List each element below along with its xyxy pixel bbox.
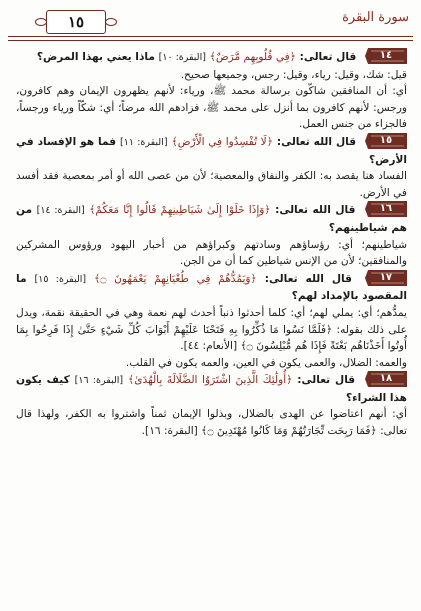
page-number: ١٥ [46, 10, 106, 34]
question-number-badge: ١٤ [365, 48, 407, 64]
question-18 [16, 371, 407, 406]
question-text: كيف يكون هذا الشراء؟ [16, 374, 407, 404]
ayah-reference: [البقرة: ١٦] [74, 375, 124, 387]
question-lead: قال الله تعالى: [275, 204, 356, 217]
ayah-reference: [البقرة: ١٠] [158, 52, 206, 63]
answer-paragraph: يمدُّهم؛ أي: يملي لهم؛ أي: كلما أحدثوا ذنباً أحدث لهم نعمة وهي في الحقيقة نقمة، ويدل على ذلك بقوله: ﴿فَلَمَّا نَسُوا مَا ذُكِّرُوا بِهِ فَتَحْنَا عَلَيْهِمْ أَبْوَابَ كُلِّ شَيْءٍ حَتَّىٰ إِذَا فَرِحُوا بِمَا أُوتُوا أَخَذْنَاهُم بَغْتَةً فَإِذَا هُم مُّبْلِسُونَ ۝﴾ [الأنعام: ٤٤]. [16, 306, 407, 353]
question-lead: قال تعالى: [299, 51, 357, 63]
page-header [8, 6, 413, 40]
question-14 [16, 48, 407, 67]
question-text: فما هو الإفساد في الأرض؟ [16, 135, 407, 166]
ayah-text: ﴿وَإِذَا خَلَوْا إِلَىٰ شَيَاطِينِهِمْ قَالُوا إِنَّا مَعَكُمْ﴾ [89, 204, 271, 217]
answer-paragraph: أي: أنهم اعتاضوا عن الهدى بالضلال، وبذلوا الإيمان ثمناً واشتروا به الكفر، ولهذا قال تعالى: ﴿فَمَا رَبِحَت تِّجَارَتُهُمْ وَمَا كَانُوا مُهْتَدِينَ ۝﴾ [البقرة: ١٦]. [16, 408, 407, 438]
question-17 [16, 270, 407, 305]
question-16 [16, 201, 407, 236]
answer-paragraph: قيل: شك، وقيل: رياء، وقيل: رجس، وجميعها صحيح. [180, 68, 407, 81]
ayah-text: ﴿وَيَمُدُّهُمْ فِي طُغْيَانِهِمْ يَعْمَهُونَ ۝﴾ [94, 272, 257, 285]
question-lead: قال الله تعالى: [276, 135, 357, 148]
answer-paragraph: والعمه: الضلال، والعمى يكون في العين، والعمه يكون في القلب. [125, 356, 407, 369]
ayah-text: ﴿لَا تُفْسِدُوا فِي الْأَرْضِ﴾ [171, 135, 273, 148]
question-number-badge: ١٨ [365, 371, 407, 387]
ayah-reference: [البقرة: ١٥] [34, 273, 87, 285]
content [16, 48, 407, 440]
ayah-text: ﴿فِي قُلُوبِهِم مَّرَضٌ﴾ [209, 51, 296, 63]
question-text: ماذا يعني بهذا المرض؟ [36, 51, 155, 63]
surah-title: سورة البقرة [342, 10, 409, 25]
question-number-badge: ١٧ [365, 270, 407, 286]
ayah-reference: [البقرة: ١١] [120, 136, 168, 148]
question-number-badge: ١٦ [365, 201, 407, 217]
question-lead: قال الله تعالى: [264, 272, 352, 285]
answer-paragraph: شياطينهم؛ أي: رؤساؤهم وسادتهم وكبراؤهم من أحبار اليهود ورؤوس المشركين والمنافقين؛ لأن من الإنس شياطين كما أن من الجن. [16, 238, 407, 268]
header-rule [8, 36, 413, 41]
answer-paragraph: أي: أن المنافقين شاكّون برسالة محمد ﷺ، ورياء: لأنهم يظهرون الإيمان وهم كافرون، ورجس: لأنهم كافرون بما أنزل على محمد ﷺ، فزادهم الله مرضاً؛ أي: شكّاً ورياء ورجساً، فالجزاء من جنس العمل. [16, 85, 407, 131]
ayah-text: ﴿أُولَٰئِكَ الَّذِينَ اشْتَرَوُا الضَّلَالَةَ بِالْهُدَىٰ﴾ [128, 374, 293, 387]
ayah-reference: [البقرة: ١٤] [36, 205, 85, 217]
question-number-badge: ١٥ [365, 133, 407, 149]
question-text: من هم شياطينهم؟ [16, 204, 407, 234]
question-15 [16, 133, 407, 168]
question-text: ما المقصود بالإمداد لهم؟ [16, 272, 407, 303]
answer-paragraph: الفساد هنا يقصد به: الكفر والنفاق والمعصية؛ لأن من عصى الله أو أمر بمعصية فقد أفسد في الأرض. [16, 170, 407, 199]
question-lead: قال تعالى: [297, 374, 356, 387]
